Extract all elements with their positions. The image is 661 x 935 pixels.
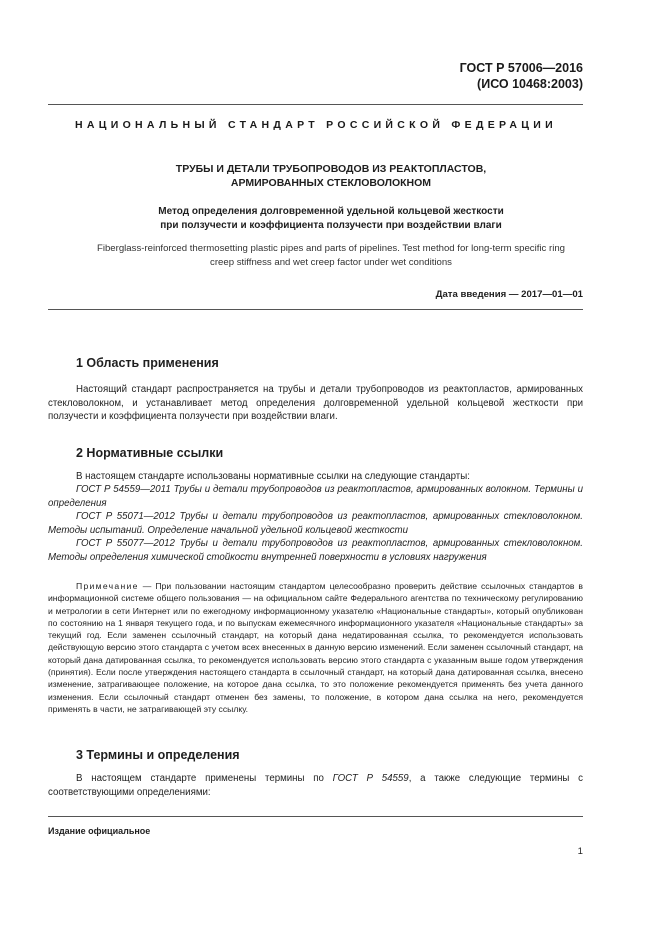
subtitle-line-1: Метод определения долговременной удельной кольцевой жесткости bbox=[158, 206, 504, 217]
title-line-2: АРМИРОВАННЫХ СТЕКЛОВОЛОКНОМ bbox=[230, 177, 432, 189]
section-2-heading: 2 Нормативные ссылки bbox=[76, 446, 224, 460]
reference-3: ГОСТ Р 55077—2012 Трубы и детали трубопроводов из реактопластов, армированных стекловолокном. Методы определения химической стойкости внутренней поверхности в условиях нагружения bbox=[48, 538, 583, 563]
reference-2: ГОСТ Р 55071—2012 Трубы и детали трубопроводов из реактопластов, армированных стекловолокном. Методы испытаний. Определение начальной удельной кольцевой жесткости bbox=[48, 511, 583, 536]
english-title-line-1: Fiberglass-reinforced thermosetting plastic pipes and parts of pipelines. Test method for long-term specific ring bbox=[96, 243, 565, 254]
note-label: Примечание bbox=[76, 581, 139, 591]
section-3-text-end: , а также следующие термины с соответствующими определениями: bbox=[48, 773, 584, 798]
title-line-1: ТРУБЫ И ДЕТАЛИ ТРУБОПРОВОДОВ ИЗ РЕАКТОПЛАСТОВ, bbox=[175, 163, 487, 175]
standard-banner: НАЦИОНАЛЬНЫЙ СТАНДАРТ РОССИЙСКОЙ ФЕДЕРАЦИИ bbox=[75, 119, 557, 131]
section-1-text: Настоящий стандарт распространяется на трубы и детали трубопроводов из реактопластов, армированных стекловолокном, и устанавливает метод определения долговременной удельной кольцевой жесткости при ползучести и коэффициента ползучести при воздействии влаги. bbox=[48, 384, 583, 423]
english-title-line-2: creep stiffness and wet creep factor under wet conditions bbox=[210, 256, 452, 268]
page-number: 1 bbox=[577, 846, 583, 857]
date-rule bbox=[48, 309, 583, 310]
section-3-text-start: В настоящем стандарте применены термины по bbox=[76, 773, 333, 784]
document-code bbox=[460, 60, 583, 92]
reference-1: ГОСТ Р 54559—2011 Трубы и детали трубопроводов из реактопластов, армированных волокном. Термины и определения bbox=[48, 484, 583, 509]
footer-rule bbox=[48, 816, 583, 817]
document-title bbox=[48, 162, 614, 190]
official-edition-label: Издание официальное bbox=[48, 826, 151, 836]
english-title bbox=[48, 242, 614, 269]
section-3-text bbox=[48, 772, 583, 799]
section-2-intro: В настоящем стандарте использованы нормативные ссылки на следующие стандарты: bbox=[76, 471, 470, 482]
section-3-reference: ГОСТ Р 54559 bbox=[332, 773, 409, 784]
standard-number: ГОСТ Р 57006—2016 bbox=[459, 61, 583, 75]
section-3-heading: 3 Термины и определения bbox=[76, 748, 240, 762]
introduction-date: Дата введения — 2017—01—01 bbox=[435, 289, 583, 300]
reference-note bbox=[48, 580, 583, 715]
section-1-heading: 1 Область применения bbox=[76, 356, 219, 370]
note-text: — При пользовании настоящим стандартом целесообразно проверить действие ссылочных стандартов в информационной системе общего пользования — на официальном сайте Федерального агентства по техническому регулированию и метрологии в сети Интернет или по ежегодному информационному указателю «Национальные стандарты», который опубликован по состоянию на 1 января текущего года, и по выпускам ежемесячного информационного указателя «Национальные стандарты» за текущий год. Если заменен ссылочный стандарт, на который дана недатированная ссылка, то рекомендуется использовать действующую версию этого стандарта с учетом всех внесенных в данную версию изменений. Если заменен ссылочный стандарт, на который дана датированная ссылка, то рекомендуется использовать версию этого стандарта с указанным выше годом утверждения (принятия). Если после утверждения настоящего стандарта в ссылочный стандарт, на который дана датированная ссылка, внесено изменение, затрагивающее положение, на которое дана ссылка, то это положение рекомендуется применять без учета данного изменения. Если ссылочный стандарт отменен без замены, то положение, в котором дана ссылка на него, рекомендуется применять в части, не затрагивающей эту ссылку. bbox=[48, 581, 583, 714]
subtitle-line-2: при ползучести и коэффициента ползучести при воздействии влаги bbox=[160, 219, 502, 231]
iso-equivalent: (ИСО 10468:2003) bbox=[477, 77, 583, 91]
header-rule bbox=[48, 104, 583, 105]
document-subtitle bbox=[48, 205, 614, 232]
